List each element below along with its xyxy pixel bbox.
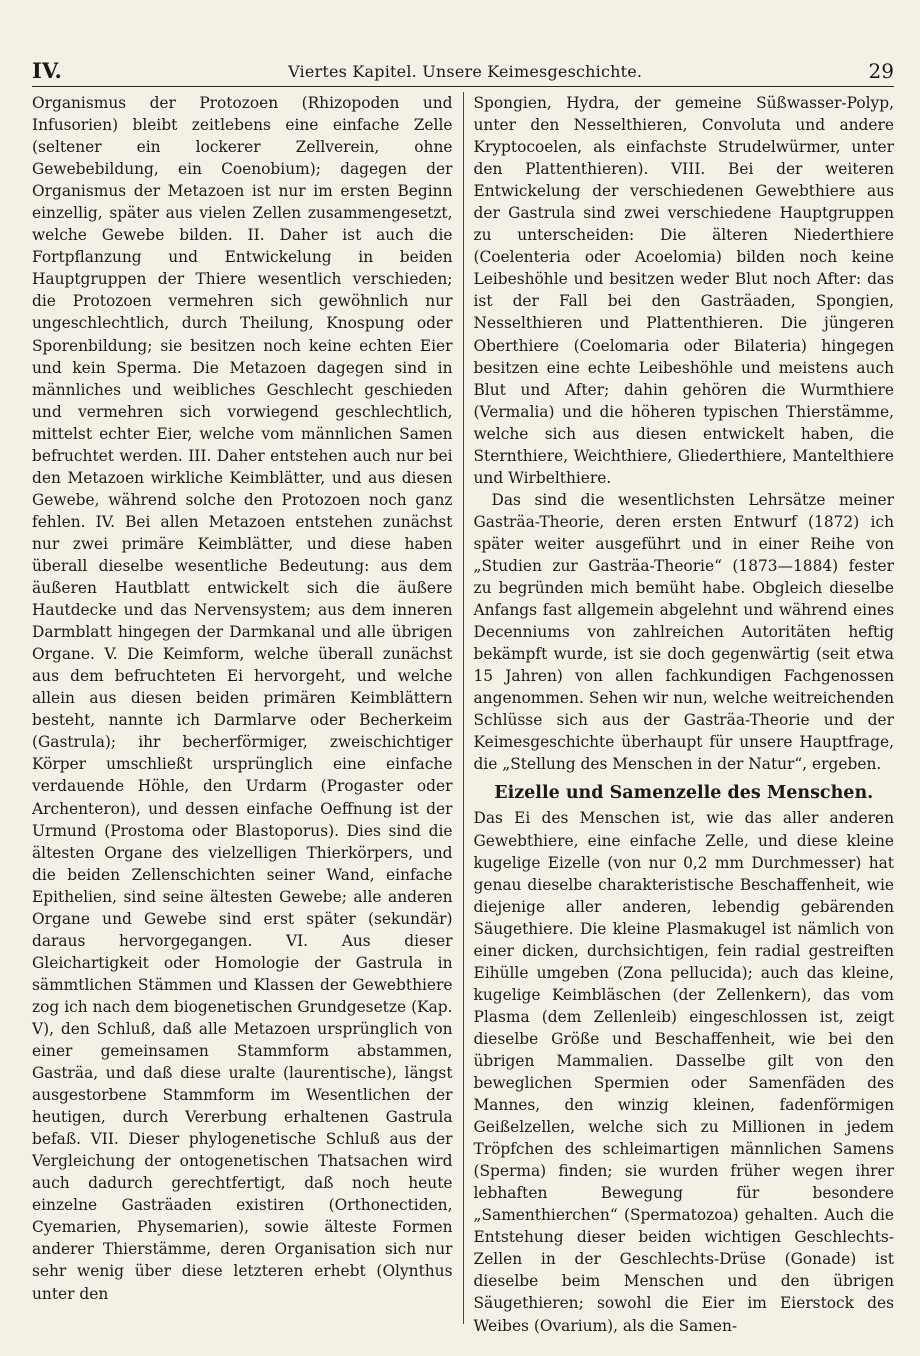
- chapter-number: IV.: [32, 58, 62, 83]
- right-paragraph-3: Das Ei des Menschen ist, wie das aller anderen Gewebthiere, eine einfache Zelle, und diese kleine kugelige Eizelle (von nur 0,2 mm Durchmesser) hat genau dieselbe charakteristische Beschaffenheit, wie diejenige aller anderen, lebendig gebärenden Säugethiere. Die kleine Plasmakugel ist nämlich von einer dicken, durchsichtigen, fein radial gestreiften Eihülle umgeben (Zona pellucida); auch das kleine, kugelige Keimbläschen (der Zellenkern), das vom Plasma (dem Zellenleib) eingeschlossen ist, zeigt dieselbe Größe und Beschaffenheit, wie bei den übrigen Mammalien. Dasselbe gilt von den beweglichen Spermien oder Samenfäden des Mannes, den winzig kleinen, fadenförmigen Geißelzellen, welche sich zu Millionen in jedem Tröpfchen des schleimartigen männlichen Samens (Sperma) finden; sie wurden früher wegen ihrer lebhaften Bewegung für besondere „Samenthierchen“ (Spermatozoa) gehalten. Auch die Entstehung dieser beiden wichtigen Geschlechts-Zellen in der Geschlechts-Drüse (Gonade) ist dieselbe beim Menschen und den übrigen Säugethieren; sowohl die Eier im Eierstock des Weibes (Ovarium), als die Samen-: [473, 809, 894, 1335]
- left-paragraph: Organismus der Protozoen (Rhizopoden und Infusorien) bleibt zeitlebens eine einfache Zelle (seltener ein lockerer Zellverein, ohne Gewebebildung, ein Coenobium); dagegen der Organismus der Metazoen ist nur im ersten Beginn einzellig, später aus vielen Zellen zusammengesetzt, welche Gewebe bilden. II. Daher ist auch die Fortpflanzung und Entwickelung in beiden Hauptgruppen der Thiere wesentlich verschieden; die Protozoen vermehren sich gewöhnlich nur ungeschlechtlich, durch Theilung, Knospung oder Sporenbildung; sie besitzen noch keine echten Eier und kein Sperma. Die Metazoen dagegen sind in männliches und weibliches Geschlecht geschieden und vermehren sich vorwiegend geschlechtlich, mittelst echter Eier, welche vom männlichen Samen befruchtet werden. III. Daher entstehen auch nur bei den Metazoen wirkliche Keimblätter, und aus diesen Gewebe, während solche den Protozoen noch ganz fehlen. IV. Bei allen Metazoen entstehen zunächst nur zwei primäre Keimblätter, und diese haben überall dieselbe wesentliche Bedeutung: aus dem äußeren Hautblatt entwickelt sich die äußere Hautdecke und das Nervensystem; aus dem inneren Darmblatt hingegen der Darmkanal und alle übrigen Organe. V. Die Keimform, welche überall zunächst aus dem befruchteten Ei hervorgeht, und welche allein aus diesen beiden primären Keimblättern besteht, nannte ich Darmlarve oder Becherkeim (Gastrula); ihr becherförmiger, zweischichtiger Körper umschließt ursprünglich eine einfache verdauende Höhle, den Urdarm (Progaster oder Archenteron), und dessen einfache Oeffnung ist der Urmund (Prostoma oder Blastoporus). Dies sind die ältesten Organe des vielzelligen Thierkörpers, und die beiden Zellenschichten seiner Wand, einfache Epithelien, sind seine ältesten Gewebe; alle anderen Organe und Gewebe sind erst später (sekundär) daraus hervorgegangen. VI. Aus dieser Gleichartigkeit oder Homologie der Gastrula in sämmtlichen Stämmen und Klassen der Gewebthiere zog ich nach dem biogenetischen Grundgesetze (Kap. V), den Schluß, daß alle Metazoen ursprünglich von einer gemeinsamen Stammform abstammen, Gasträa, und daß diese uralte (laurentische), längst ausgestorbene Stammform im Wesentlichen der heutigen, durch Vererbung erhaltenen Gastrula befaß. VII. Dieser phylogenetische Schluß aus der Vergleichung der ontogenetischen Thatsachen wird auch dadurch gerechtfertigt, daß noch heute einzelne Gasträaden existiren (Orthonectiden, Cyemarien, Physemarien), sowie älteste Formen anderer Thierstämme, deren Organisation sich nur sehr wenig über diese letzteren erhebt (Olynthus unter den: [32, 94, 453, 1303]
- right-column: [464, 92, 895, 1335]
- text-columns: [32, 92, 894, 1335]
- running-title: Viertes Kapitel. Unsere Keimesgeschichte.: [288, 62, 643, 81]
- page-number: 29: [868, 59, 894, 83]
- running-header: [32, 56, 894, 87]
- left-column: [32, 92, 464, 1324]
- right-paragraph-1: Spongien, Hydra, der gemeine Süßwasser-Polyp, unter den Nesselthieren, Convoluta und andere Kryptocoelen, als einfachste Strudelwürmer, unter den Plattenthieren). VIII. Bei der weiteren Entwickelung der verschiedenen Gewebthiere aus der Gastrula sind zwei verschiedene Hauptgruppen zu unterscheiden: Die älteren Niederthiere (Coelenteria oder Acoelomia) bilden noch keine Leibeshöhle und besitzen weder Blut noch After: das ist der Fall bei den Gasträaden, Spongien, Nesselthieren und Plattenthieren. Die jüngeren Oberthiere (Coelomaria oder Bilateria) hingegen besitzen eine echte Leibeshöhle und meistens auch Blut und After; dahin gehören die Wurmthiere (Vermalia) und die höheren typischen Thierstämme, welche sich aus diesen entwickelt haben, die Sternthiere, Weichthiere, Gliederthiere, Mantelthiere und Wirbelthiere.: [473, 94, 894, 487]
- section-heading: Eizelle und Samenzelle des Menschen.: [494, 783, 874, 804]
- right-paragraph-2: Das sind die wesentlichsten Lehrsätze meiner Gasträa-Theorie, deren ersten Entwurf (1872) ich später weiter ausgeführt und in einer Reihe von „Studien zur Gasträa-Theorie“ (1873—1884) fester zu begründen mich bemüht habe. Obgleich dieselbe Anfangs fast allgemein abgelehnt und während eines Decenniums von zahlreichen Autoritäten heftig bekämpft wurde, ist sie doch gegenwärtig (seit etwa 15 Jahren) von allen fachkundigen Fachgenossen angenommen. Sehen wir nun, welche weitreichenden Schlüsse sich aus der Gasträa-Theorie und der Keimesgeschichte überhaupt für unsere Hauptfrage, die „Stellung des Menschen in der Natur“, ergeben.: [473, 490, 894, 774]
